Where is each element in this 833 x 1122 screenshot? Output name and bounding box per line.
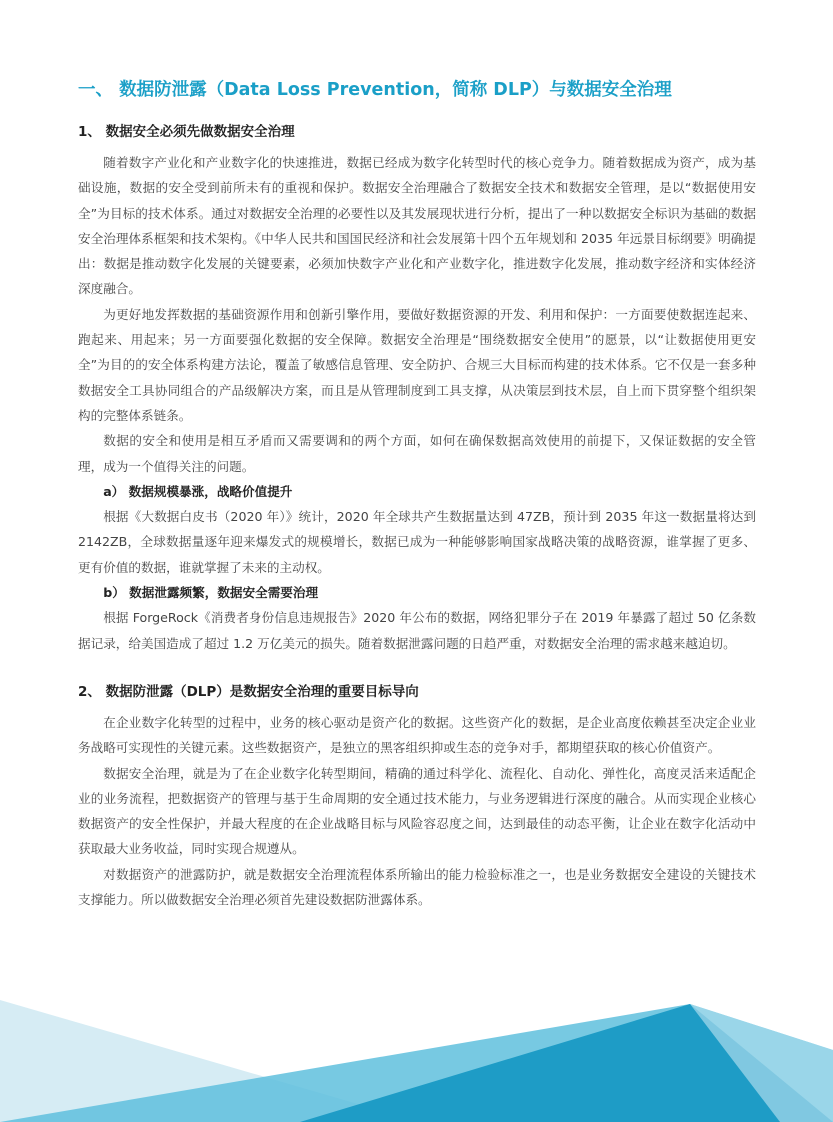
subsection-a-title: a） 数据规模暴涨，战略价值提升 [103, 483, 293, 499]
section-1-paragraph-3: 数据的安全和使用是相互矛盾而又需要调和的两个方面，如何在确保数据高效使用的前提下，又保证数据的安全管理，成为一个值得关注的问题。 [78, 433, 756, 474]
subsection-b-text: 根据 ForgeRock《消费者身份信息违规报告》2020 年公布的数据，网络犯罪分子在 2019 年暴露了超过 50 亿条数据记录，给美国造成了超过 1.2 万亿美元的损失。随着数据泄露问题的日趋严重，对数据安全治理的需求越来越迫切。 [78, 610, 756, 651]
section-1-title: 1、 数据安全必须先做数据安全治理 [78, 124, 295, 140]
chapter-heading: 一、 数据防泄露（Data Loss Prevention，简称 DLP）与数据安全治理 [78, 80, 672, 100]
section-2-paragraph-3: 对数据资产的泄露防护，就是数据安全治理流程体系所输出的能力检验标准之一，也是业务数据安全建设的关键技术支撑能力。所以做数据安全治理必须首先建设数据防泄露体系。 [78, 866, 756, 908]
section-2-paragraph-2: 数据安全治理，就是为了在企业数字化转型期间，精确的通过科学化、流程化、自动化、弹性化，高度灵活来适配企业的业务流程，把数据资产的管理与基于生命周期的安全通过技术能力，与业务逻辑进行深度的融合。从而实现企业核心数据资产的安全性保护，并最大程度的在企业战略目标与风险容忍度之间，达到最佳的动态平衡，让企业在数字化活动中获取最大业务收益，同时实现合规遵从。 [78, 765, 756, 857]
subsection-a-text: 根据《大数据白皮书（2020 年）》统计，2020 年全球共产生数据量达到 47ZB，预计到 2035 年这一数据量将达到 2142ZB，全球数据量逐年迎来爆发式的规模增长，数据已成为一种能够影响国家战略决策的战略资源，谁掌握了更多、更有价值的数据，谁就掌握了未来的主动权。 [78, 509, 756, 575]
section-1-paragraph-2: 为更好地发挥数据的基础资源作用和创新引擎作用，要做好数据资源的开发、利用和保护：一方面要使数据连起来、跑起来、用起来；另一方面要强化数据的安全保障。数据安全治理是“围绕数据安全使用”的愿景，以“让数据使用更安全”为目的的安全体系构建方法论，覆盖了敏感信息管理、安全防护、合规三大目标而构建的技术体系。它不仅是一套多种数据安全工具协同组合的产品级解决方案，而且是从管理制度到工具支撑，从决策层到技术层，自上而下贯穿整个组织架构的完整体系链条。 [78, 306, 756, 423]
document-content [78, 76, 756, 912]
subsection-b-title: b） 数据泄露频繁，数据安全需要治理 [103, 585, 319, 601]
section-1-paragraph-1: 随着数字产业化和产业数字化的快速推进，数据已经成为数字化转型时代的核心竞争力。随着数据成为资产，成为基础设施，数据的安全受到前所未有的重视和保护。数据安全治理融合了数据安全技术和数据安全管理，是以“数据使用安全”为目标的技术体系。通过对数据安全治理的必要性以及其发展现状进行分析，提出了一种以数据安全标识为基础的数据安全治理体系框架和技术架构。《中华人民共和国国民经济和社会发展第十四个五年规划和 2035 年远景目标纲要》明确提出：数据是推动数字化发展的关键要素，必须加快数字产业化和产业数字化，推进数字化发展，推动数字经济和实体经济深度融合。 [78, 155, 756, 297]
section-2-title: 2、 数据防泄露（DLP）是数据安全治理的重要目标导向 [78, 683, 419, 700]
footer-wave-decoration [0, 990, 833, 1122]
section-2-paragraph-1: 在企业数字化转型的过程中，业务的核心驱动是资产化的数据。这些资产化的数据，是企业高度依赖甚至决定企业业务战略可实现性的关键元素。这些数据资产，是独立的黑客组织抑或生态的竞争对手，都期望获取的核心价值资产。 [78, 714, 756, 756]
